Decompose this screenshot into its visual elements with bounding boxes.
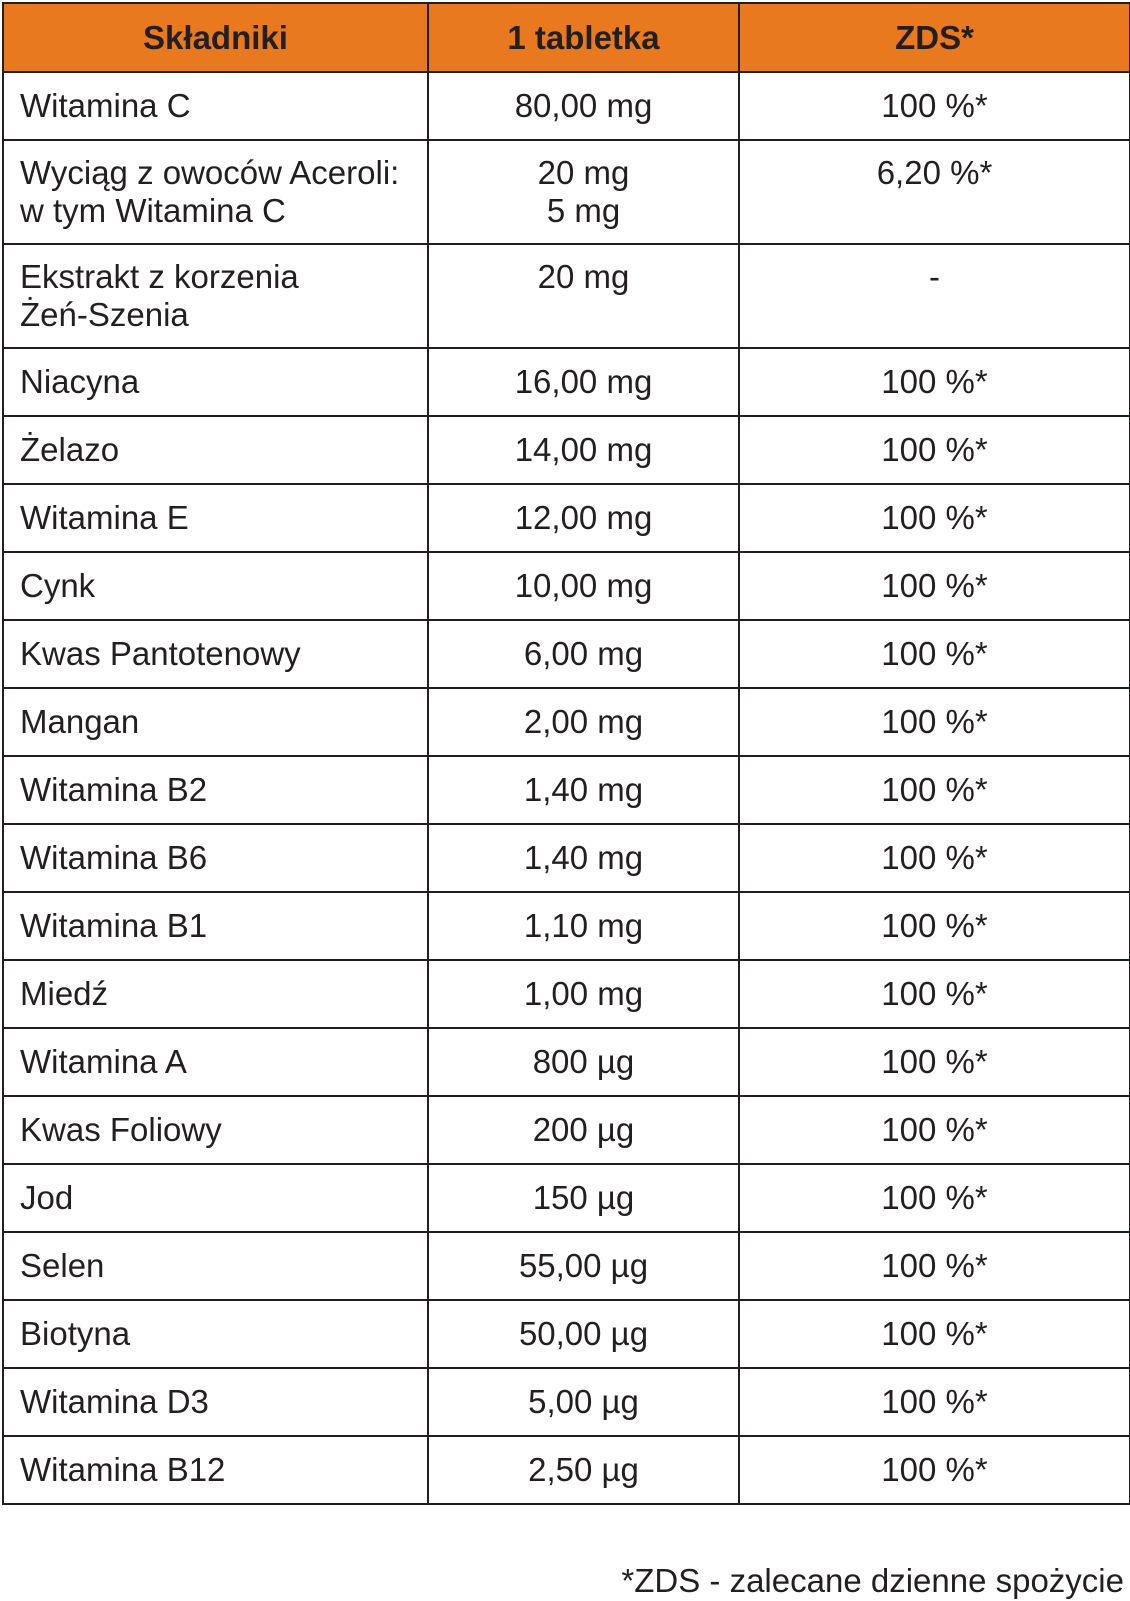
ingredient-name: Witamina B6 bbox=[20, 839, 208, 876]
table-row bbox=[3, 552, 1130, 620]
amount-value: 1,00 mg bbox=[523, 975, 644, 1012]
table-row bbox=[3, 824, 1130, 892]
ingredient-name: Cynk bbox=[20, 567, 96, 604]
amount-cell bbox=[428, 140, 739, 244]
ingredient-cell bbox=[3, 484, 428, 552]
amount-value: 200 µg bbox=[532, 1111, 635, 1148]
amount-cell bbox=[428, 552, 739, 620]
amount-value: 2,50 µg bbox=[528, 1451, 639, 1488]
amount-value: 800 µg bbox=[532, 1043, 635, 1080]
ingredient-name: Witamina B12 bbox=[20, 1451, 226, 1488]
ingredient-cell bbox=[3, 756, 428, 824]
ingredient-name: Witamina C bbox=[20, 87, 191, 124]
table-row bbox=[3, 1164, 1130, 1232]
ingredient-name: Żelazo bbox=[20, 431, 120, 468]
rda-cell bbox=[739, 1232, 1130, 1300]
ingredient-name: Witamina B2 bbox=[20, 771, 208, 808]
rda-value: 100 %* bbox=[881, 431, 988, 468]
table-row bbox=[3, 72, 1130, 140]
rda-value: 100 %* bbox=[881, 907, 988, 944]
amount-cell bbox=[428, 1232, 739, 1300]
amount-cell bbox=[428, 416, 739, 484]
ingredient-name: Mangan bbox=[20, 703, 140, 740]
rda-cell bbox=[739, 1300, 1130, 1368]
rda-cell bbox=[739, 960, 1130, 1028]
ingredient-name: Ekstrakt z korzenia bbox=[20, 258, 299, 295]
ingredient-cell bbox=[3, 416, 428, 484]
rda-value: 100 %* bbox=[881, 1383, 988, 1420]
amount-cell bbox=[428, 1368, 739, 1436]
table-row bbox=[3, 1028, 1130, 1096]
rda-value: 100 %* bbox=[881, 839, 988, 876]
ingredient-name: Witamina B1 bbox=[20, 907, 208, 944]
amount-value: 1,40 mg bbox=[523, 839, 644, 876]
rda-value: 100 %* bbox=[881, 771, 988, 808]
amount-value: 5 mg bbox=[546, 192, 621, 229]
amount-value: 2,00 mg bbox=[523, 703, 644, 740]
rda-value: 100 %* bbox=[881, 567, 988, 604]
amount-value: 14,00 mg bbox=[514, 431, 653, 468]
amount-cell bbox=[428, 1436, 739, 1504]
ingredient-cell bbox=[3, 552, 428, 620]
ingredient-cell bbox=[3, 348, 428, 416]
nutrition-table bbox=[2, 2, 1130, 1505]
rda-value: 100 %* bbox=[881, 1315, 988, 1352]
amount-cell bbox=[428, 72, 739, 140]
amount-cell bbox=[428, 892, 739, 960]
table-row bbox=[3, 892, 1130, 960]
rda-cell bbox=[739, 892, 1130, 960]
rda-cell bbox=[739, 244, 1130, 348]
rda-cell bbox=[739, 416, 1130, 484]
table-row bbox=[3, 960, 1130, 1028]
amount-value: 5,00 µg bbox=[528, 1383, 639, 1420]
amount-value: 1,40 mg bbox=[523, 771, 644, 808]
header-row bbox=[3, 3, 1130, 72]
rda-cell bbox=[739, 1028, 1130, 1096]
table-row bbox=[3, 688, 1130, 756]
rda-value: - bbox=[929, 258, 940, 295]
table-row bbox=[3, 484, 1130, 552]
rda-cell bbox=[739, 484, 1130, 552]
amount-cell bbox=[428, 1164, 739, 1232]
rda-cell bbox=[739, 1436, 1130, 1504]
footnote: *ZDS - zalecane dzienne spożycie bbox=[621, 1562, 1124, 1599]
table-row bbox=[3, 1436, 1130, 1504]
nutrition-table-container bbox=[2, 2, 1129, 1505]
rda-value: 100 %* bbox=[881, 1179, 988, 1216]
amount-cell bbox=[428, 1096, 739, 1164]
ingredient-cell bbox=[3, 892, 428, 960]
ingredient-cell bbox=[3, 1096, 428, 1164]
ingredient-cell bbox=[3, 72, 428, 140]
rda-cell bbox=[739, 552, 1130, 620]
ingredient-cell bbox=[3, 140, 428, 244]
amount-value: 6,00 mg bbox=[523, 635, 644, 672]
amount-value: 16,00 mg bbox=[514, 363, 653, 400]
table-row bbox=[3, 1096, 1130, 1164]
ingredient-name: Wyciąg z owoców Aceroli: bbox=[20, 154, 400, 191]
table-row bbox=[3, 244, 1130, 348]
rda-value: 100 %* bbox=[881, 1111, 988, 1148]
rda-value: 100 %* bbox=[881, 635, 988, 672]
amount-value: 10,00 mg bbox=[514, 567, 653, 604]
ingredient-name: Żeń-Szenia bbox=[20, 296, 189, 333]
rda-value: 100 %* bbox=[881, 975, 988, 1012]
rda-cell bbox=[739, 1096, 1130, 1164]
amount-cell bbox=[428, 824, 739, 892]
amount-cell bbox=[428, 348, 739, 416]
amount-cell bbox=[428, 1300, 739, 1368]
amount-cell bbox=[428, 960, 739, 1028]
rda-value: 100 %* bbox=[881, 1043, 988, 1080]
column-header-rda: ZDS* bbox=[739, 3, 1130, 72]
ingredient-cell bbox=[3, 1164, 428, 1232]
amount-cell bbox=[428, 620, 739, 688]
amount-value: 20 mg bbox=[537, 154, 630, 191]
ingredient-name: Miedź bbox=[20, 975, 109, 1012]
amount-value: 1,10 mg bbox=[523, 907, 644, 944]
amount-cell bbox=[428, 688, 739, 756]
table-row bbox=[3, 416, 1130, 484]
table-row bbox=[3, 348, 1130, 416]
ingredient-cell bbox=[3, 244, 428, 348]
rda-value: 100 %* bbox=[881, 87, 988, 124]
ingredient-name: Witamina D3 bbox=[20, 1383, 209, 1420]
amount-value: 55,00 µg bbox=[518, 1247, 649, 1284]
rda-cell bbox=[739, 1164, 1130, 1232]
rda-value: 100 %* bbox=[881, 703, 988, 740]
column-header-per-tablet: 1 tabletka bbox=[428, 3, 739, 72]
ingredient-cell bbox=[3, 1232, 428, 1300]
ingredient-name: Kwas Pantotenowy bbox=[20, 635, 301, 672]
rda-value: 100 %* bbox=[881, 499, 988, 536]
rda-value: 100 %* bbox=[881, 1451, 988, 1488]
rda-value: 100 %* bbox=[881, 1247, 988, 1284]
ingredient-cell bbox=[3, 824, 428, 892]
amount-value: 80,00 mg bbox=[514, 87, 653, 124]
ingredient-cell bbox=[3, 688, 428, 756]
rda-cell bbox=[739, 756, 1130, 824]
amount-cell bbox=[428, 244, 739, 348]
ingredient-name: Biotyna bbox=[20, 1315, 131, 1352]
table-row bbox=[3, 1232, 1130, 1300]
rda-value: 100 %* bbox=[881, 363, 988, 400]
ingredient-name: Selen bbox=[20, 1247, 105, 1284]
ingredient-cell bbox=[3, 620, 428, 688]
amount-value: 50,00 µg bbox=[518, 1315, 649, 1352]
ingredient-cell bbox=[3, 1300, 428, 1368]
rda-cell bbox=[739, 1368, 1130, 1436]
amount-value: 150 µg bbox=[532, 1179, 635, 1216]
ingredient-name: Kwas Foliowy bbox=[20, 1111, 222, 1148]
ingredient-name: Jod bbox=[20, 1179, 74, 1216]
amount-cell bbox=[428, 484, 739, 552]
rda-value: 6,20 %* bbox=[876, 154, 993, 191]
amount-cell bbox=[428, 1028, 739, 1096]
ingredient-cell bbox=[3, 1368, 428, 1436]
ingredient-cell bbox=[3, 1436, 428, 1504]
table-row bbox=[3, 756, 1130, 824]
rda-cell bbox=[739, 688, 1130, 756]
table-row bbox=[3, 620, 1130, 688]
rda-cell bbox=[739, 140, 1130, 244]
table-header bbox=[3, 3, 1130, 72]
rda-cell bbox=[739, 620, 1130, 688]
ingredient-name: w tym Witamina C bbox=[20, 192, 286, 229]
ingredient-cell bbox=[3, 1028, 428, 1096]
table-row bbox=[3, 1300, 1130, 1368]
amount-value: 12,00 mg bbox=[514, 499, 653, 536]
rda-cell bbox=[739, 824, 1130, 892]
amount-value: 20 mg bbox=[537, 258, 630, 295]
table-row bbox=[3, 140, 1130, 244]
column-header-ingredient: Składniki bbox=[3, 3, 428, 72]
ingredient-cell bbox=[3, 960, 428, 1028]
ingredient-name: Witamina A bbox=[20, 1043, 187, 1080]
ingredient-name: Witamina E bbox=[20, 499, 189, 536]
table-body bbox=[3, 72, 1130, 1504]
ingredient-name: Niacyna bbox=[20, 363, 140, 400]
rda-cell bbox=[739, 72, 1130, 140]
table-row bbox=[3, 1368, 1130, 1436]
amount-cell bbox=[428, 756, 739, 824]
rda-cell bbox=[739, 348, 1130, 416]
